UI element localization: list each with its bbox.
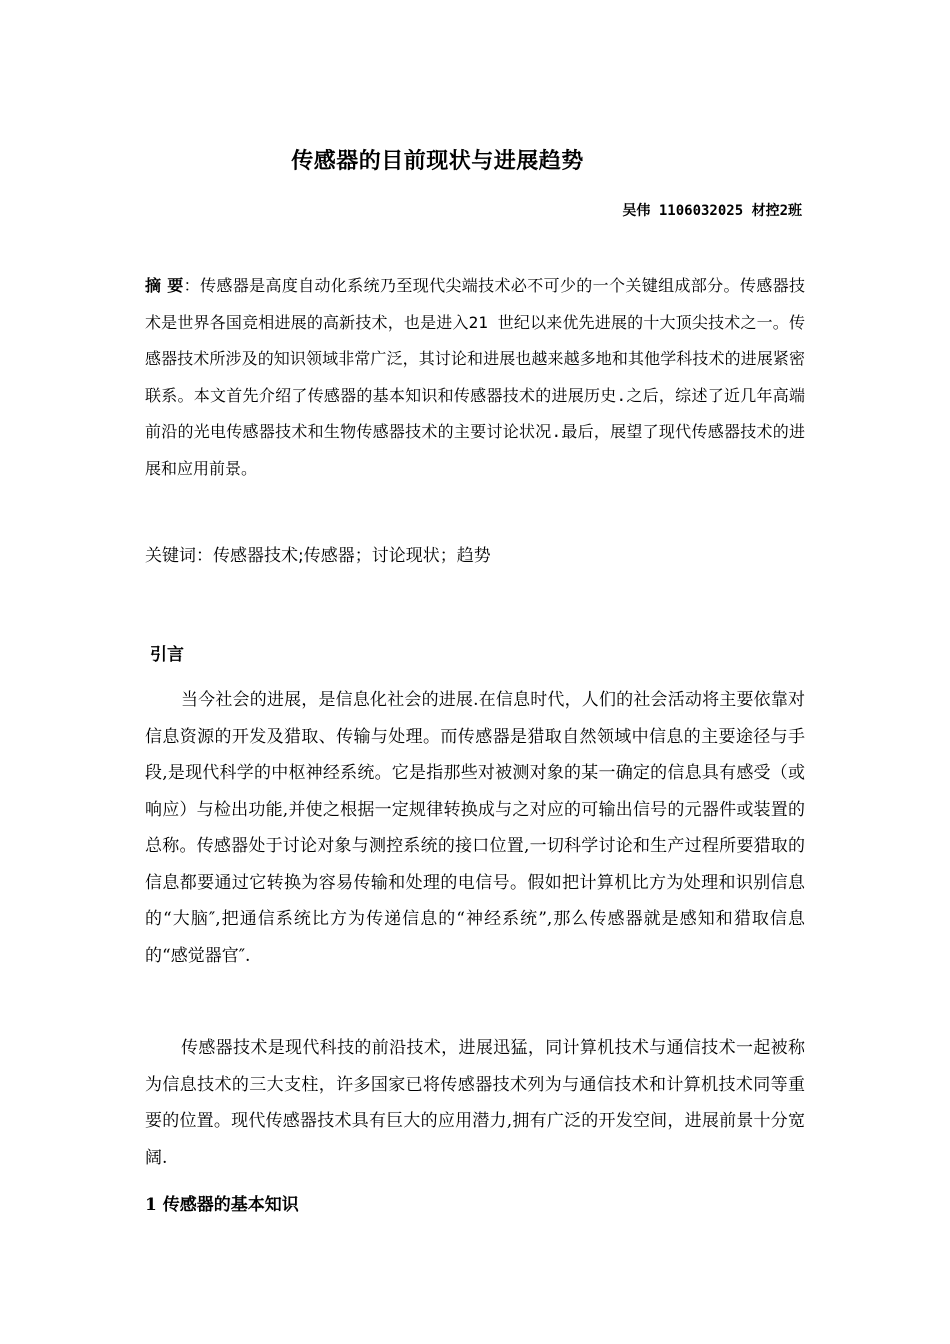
keywords-text: 传感器技术;传感器；讨论现状；趋势 xyxy=(213,546,491,566)
keywords-separator: ： xyxy=(196,546,213,566)
keywords-label: 关键词 xyxy=(145,546,196,566)
abstract-separator: ： xyxy=(183,276,201,295)
abstract-text: 传感器是高度自动化系统乃至现代尖端技术必不可少的一个关键组成部分。传感器技术是世界各国竞相进展的高新技术，也是进入21 世纪以来优先进展的十大顶尖技术之一。传感器技术所涉及的知识领域非常广泛，其讨论和进展也越来越多地和其他学科技术的进展紧密联系。本文首先介绍了传感器的基本知识和传感器技术的进展历史.之后，综述了近几年高端前沿的光电传感器技术和生物传感器技术的主要讨论状况.最后，展望了现代传感器技术的进展和应用前景。 xyxy=(145,276,805,478)
section-heading: 1 传感器的基本知识 xyxy=(145,1195,299,1215)
author-line: 吴伟 1106032025 材控2班 xyxy=(622,203,802,219)
abstract xyxy=(145,268,805,487)
page-title: 传感器的目前现状与进展趋势 xyxy=(291,149,584,174)
keywords xyxy=(145,538,805,574)
intro-paragraph: 传感器技术是现代科技的前沿技术，进展迅猛，同计算机技术与通信技术一起被称为信息技术的三大支柱，许多国家已将传感器技术列为与通信技术和计算机技术同等重要的位置。现代传感器技术具有巨大的应用潜力,拥有广泛的开发空间，进展前景十分宽阔. xyxy=(145,1038,805,1168)
abstract-label: 摘 要 xyxy=(145,276,184,295)
intro-paragraph: 当今社会的进展，是信息化社会的进展.在信息时代，人们的社会活动将主要依靠对信息资源的开发及猎取、传输与处理。而传感器是猎取自然领域中信息的主要途径与手段,是现代科学的中枢神经系统。它是指那些对被测对象的某一确定的信息具有感受（或响应）与检出功能,并使之根据一定规律转换成与之对应的可输出信号的元器件或装置的总称。传感器处于讨论对象与测控系统的接口位置,一切科学讨论和生产过程所要猎取的信息都要通过它转换为容易传输和处理的电信号。假如把计算机比方为处理和识别信息的“大脑″,把通信系统比方为传递信息的“神经系统”,那么传感器就是感知和猎取信息的“感觉器官″. xyxy=(145,690,805,966)
intro-heading: 引言 xyxy=(150,645,184,665)
